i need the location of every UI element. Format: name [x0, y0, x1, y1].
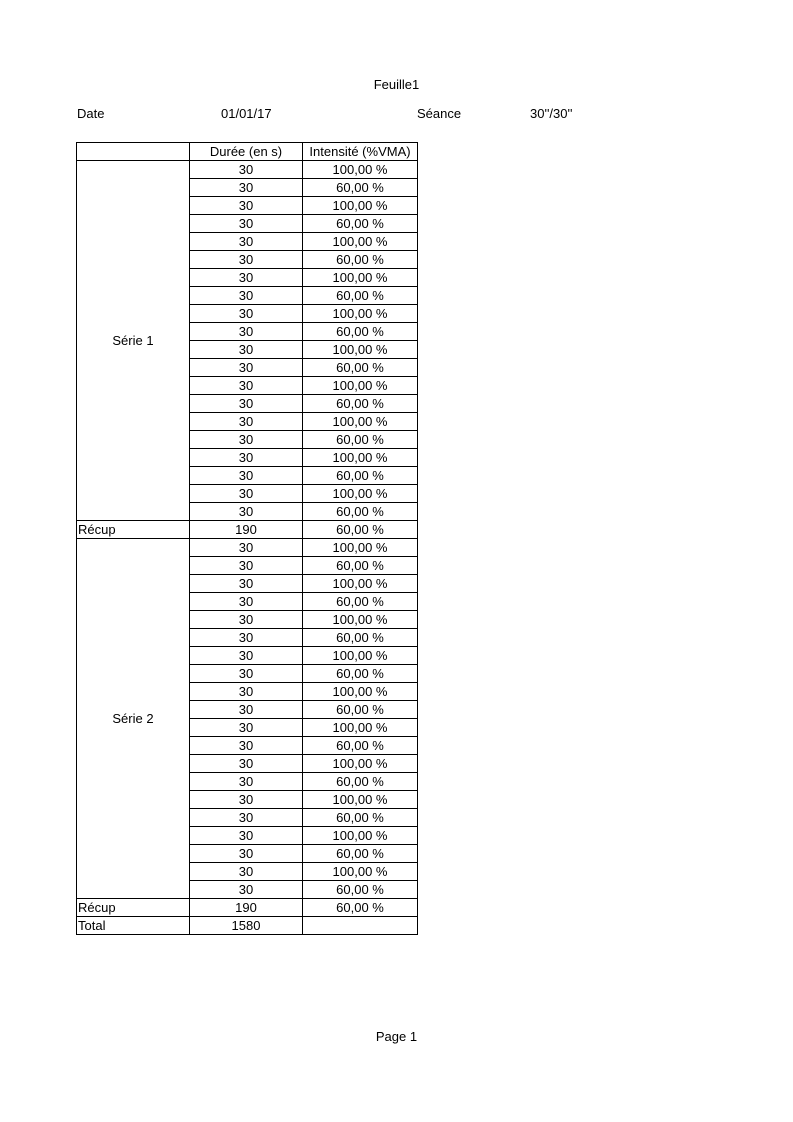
duration-cell: 30: [190, 449, 303, 467]
duration-cell: 30: [190, 611, 303, 629]
series-label: Série 2: [77, 539, 190, 899]
duration-cell: 30: [190, 323, 303, 341]
intensity-cell: 60,00 %: [303, 557, 418, 575]
duration-cell: 30: [190, 431, 303, 449]
session-label: Séance: [417, 106, 462, 121]
duration-cell: 30: [190, 539, 303, 557]
intensity-cell: 60,00 %: [303, 809, 418, 827]
intensity-cell: 60,00 %: [303, 395, 418, 413]
intensity-cell: 100,00 %: [303, 377, 418, 395]
intensity-cell: 60,00 %: [303, 287, 418, 305]
duration-cell: 30: [190, 341, 303, 359]
intensity-cell: 60,00 %: [303, 881, 418, 899]
duration-cell: 30: [190, 737, 303, 755]
intensity-cell: 100,00 %: [303, 755, 418, 773]
intensity-cell: 60,00 %: [303, 503, 418, 521]
recovery-label: Récup: [77, 521, 190, 539]
intensity-cell: 100,00 %: [303, 683, 418, 701]
duration-cell: 30: [190, 593, 303, 611]
duration-cell: 30: [190, 305, 303, 323]
intensity-cell: 60,00 %: [303, 179, 418, 197]
intensity-cell: 100,00 %: [303, 197, 418, 215]
intensity-cell: 100,00 %: [303, 449, 418, 467]
intensity-cell: 60,00 %: [303, 773, 418, 791]
sheet-title: Feuille1: [373, 77, 420, 92]
intensity-cell: 60,00 %: [303, 431, 418, 449]
intensity-cell: 100,00 %: [303, 719, 418, 737]
column-header-label: [77, 143, 190, 161]
duration-cell: 30: [190, 845, 303, 863]
duration-cell: 30: [190, 485, 303, 503]
recovery-duration: 190: [190, 521, 303, 539]
duration-cell: 30: [190, 359, 303, 377]
intensity-cell: 100,00 %: [303, 863, 418, 881]
duration-cell: 30: [190, 215, 303, 233]
duration-cell: 30: [190, 467, 303, 485]
column-header-intensity: Intensité (%VMA): [303, 143, 418, 161]
column-header-duration: Durée (en s): [190, 143, 303, 161]
duration-cell: 30: [190, 575, 303, 593]
intensity-cell: 60,00 %: [303, 665, 418, 683]
intensity-cell: 100,00 %: [303, 611, 418, 629]
duration-cell: 30: [190, 503, 303, 521]
total-label: Total: [77, 917, 190, 935]
intensity-cell: 100,00 %: [303, 341, 418, 359]
duration-cell: 30: [190, 251, 303, 269]
intensity-cell: 60,00 %: [303, 737, 418, 755]
total-duration: 1580: [190, 917, 303, 935]
duration-cell: 30: [190, 197, 303, 215]
recovery-row: [77, 521, 418, 539]
duration-cell: 30: [190, 377, 303, 395]
intensity-cell: 100,00 %: [303, 539, 418, 557]
date-value: 01/01/17: [221, 106, 272, 121]
intensity-cell: 60,00 %: [303, 323, 418, 341]
duration-cell: 30: [190, 413, 303, 431]
intensity-cell: 60,00 %: [303, 845, 418, 863]
page-number: Page 1: [375, 1029, 418, 1044]
duration-cell: 30: [190, 269, 303, 287]
intensity-cell: 100,00 %: [303, 791, 418, 809]
training-table: [76, 142, 418, 935]
duration-cell: 30: [190, 557, 303, 575]
duration-cell: 30: [190, 827, 303, 845]
duration-cell: 30: [190, 233, 303, 251]
total-row: [77, 917, 418, 935]
intensity-cell: 60,00 %: [303, 215, 418, 233]
total-intensity: [303, 917, 418, 935]
date-label: Date: [77, 106, 105, 121]
intensity-cell: 100,00 %: [303, 161, 418, 179]
duration-cell: 30: [190, 683, 303, 701]
intensity-cell: 100,00 %: [303, 485, 418, 503]
intensity-cell: 60,00 %: [303, 629, 418, 647]
intensity-cell: 100,00 %: [303, 827, 418, 845]
duration-cell: 30: [190, 179, 303, 197]
intensity-cell: 100,00 %: [303, 233, 418, 251]
duration-cell: 30: [190, 863, 303, 881]
intensity-cell: 60,00 %: [303, 593, 418, 611]
duration-cell: 30: [190, 719, 303, 737]
recovery-row: [77, 899, 418, 917]
duration-cell: 30: [190, 161, 303, 179]
intensity-cell: 60,00 %: [303, 251, 418, 269]
duration-cell: 30: [190, 287, 303, 305]
intensity-cell: 100,00 %: [303, 269, 418, 287]
intensity-cell: 100,00 %: [303, 575, 418, 593]
recovery-intensity: 60,00 %: [303, 521, 418, 539]
intensity-cell: 60,00 %: [303, 359, 418, 377]
series-label: Série 1: [77, 161, 190, 521]
duration-cell: 30: [190, 755, 303, 773]
duration-cell: 30: [190, 881, 303, 899]
table-row: [77, 539, 418, 557]
duration-cell: 30: [190, 647, 303, 665]
intensity-cell: 100,00 %: [303, 647, 418, 665]
duration-cell: 30: [190, 809, 303, 827]
duration-cell: 30: [190, 773, 303, 791]
table-header-row: [77, 143, 418, 161]
recovery-duration: 190: [190, 899, 303, 917]
training-table-body: [77, 143, 418, 935]
duration-cell: 30: [190, 395, 303, 413]
duration-cell: 30: [190, 665, 303, 683]
session-value: 30''/30'': [530, 106, 573, 121]
intensity-cell: 100,00 %: [303, 413, 418, 431]
intensity-cell: 60,00 %: [303, 701, 418, 719]
duration-cell: 30: [190, 791, 303, 809]
recovery-label: Récup: [77, 899, 190, 917]
duration-cell: 30: [190, 701, 303, 719]
duration-cell: 30: [190, 629, 303, 647]
intensity-cell: 60,00 %: [303, 467, 418, 485]
table-row: [77, 161, 418, 179]
recovery-intensity: 60,00 %: [303, 899, 418, 917]
intensity-cell: 100,00 %: [303, 305, 418, 323]
